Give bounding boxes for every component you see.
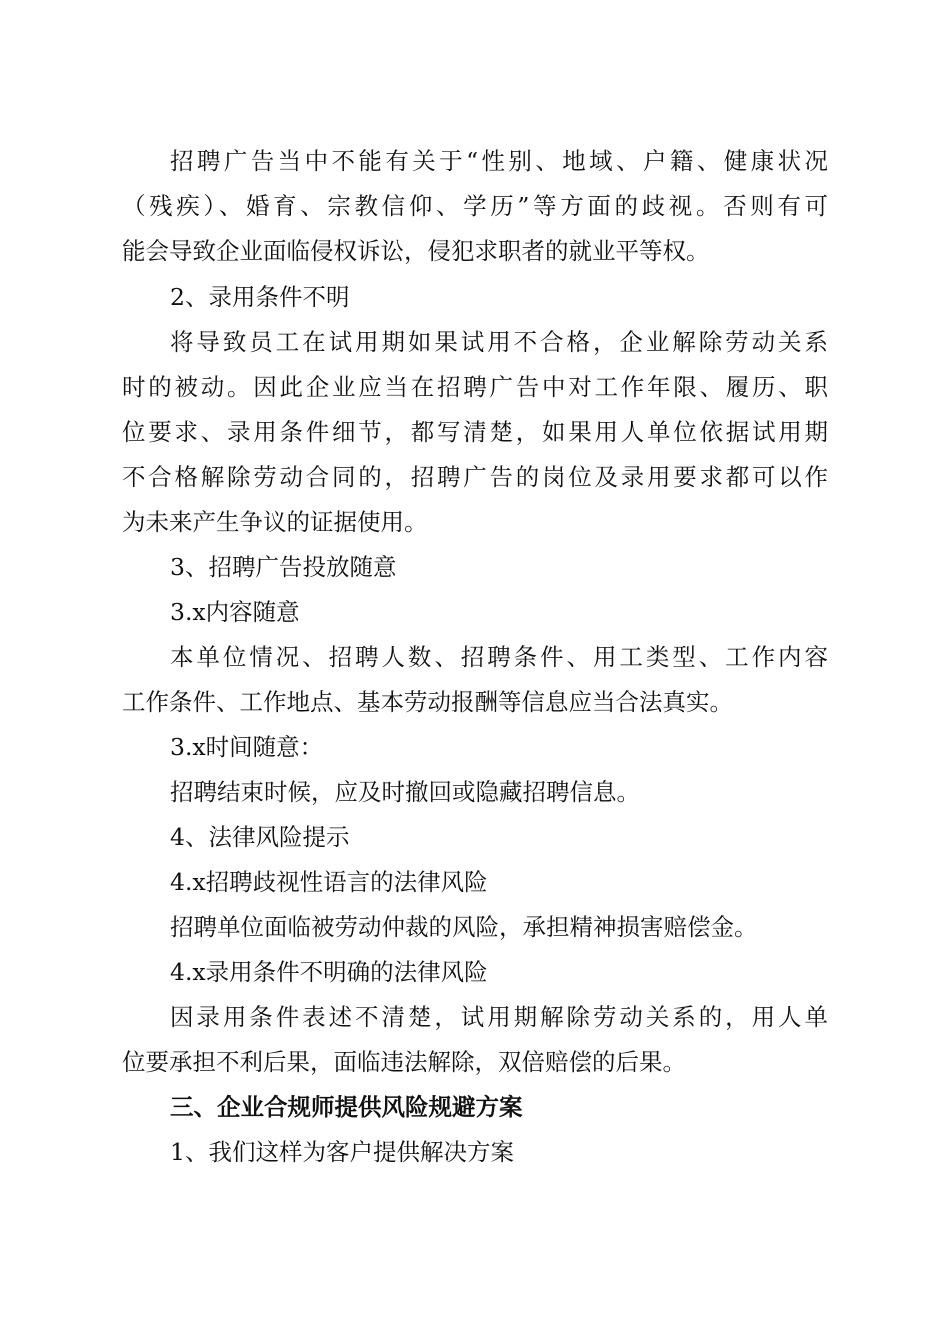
paragraph-line: 将导致员工在试用期如果试用不合格，企业解除劳动关系 — [170, 328, 828, 356]
paragraph-line: 本单位情况、招聘人数、招聘条件、用工类型、工作内容 — [170, 643, 828, 671]
paragraph-line: 为未来产生争议的证据使用。 — [122, 508, 428, 536]
paragraph-line: 位要承担不利后果，面临违法解除，双倍赔偿的后果。 — [122, 1048, 686, 1076]
paragraph-line: 能会导致企业面临侵权诉讼，侵犯求职者的就业平等权。 — [122, 237, 710, 265]
subheading: 4、法律风险提示 — [170, 823, 350, 851]
paragraph-line: 时的被动。因此企业应当在招聘广告中对工作年限、履历、职 — [122, 373, 828, 401]
paragraph-line: （残疾）、婚育、宗教信仰、学历”等方面的歧视。否则有可 — [122, 192, 828, 220]
subheading: 4.x录用条件不明确的法律风险 — [170, 958, 488, 986]
paragraph-line: 不合格解除劳动合同的，招聘广告的岗位及录用要求都可以作 — [122, 463, 828, 491]
subheading: 4.x招聘歧视性语言的法律风险 — [170, 868, 488, 896]
paragraph-line: 招聘单位面临被劳动仲裁的风险，承担精神损害赔偿金。 — [170, 913, 758, 941]
subheading: 1、我们这样为客户提供解决方案 — [170, 1138, 514, 1166]
paragraph-line: 招聘结束时候，应及时撤回或隐藏招聘信息。 — [170, 778, 640, 806]
subheading: 3、招聘广告投放随意 — [170, 553, 397, 581]
subheading: 2、录用条件不明 — [170, 283, 350, 311]
subheading: 3.x时间随意： — [170, 733, 324, 761]
subheading: 3.x内容随意 — [170, 598, 300, 626]
section-heading: 三、企业合规师提供风险规避方案 — [170, 1093, 523, 1121]
paragraph-line: 因录用条件表述不清楚，试用期解除劳动关系的，用人单 — [170, 1003, 828, 1031]
paragraph-line: 工作条件、工作地点、基本劳动报酬等信息应当合法真实。 — [122, 688, 733, 716]
paragraph-line: 招聘广告当中不能有关于“性别、地域、户籍、健康状况 — [170, 147, 828, 175]
paragraph-line: 位要求、录用条件细节，都写清楚，如果用人单位依据试用期 — [122, 418, 828, 446]
